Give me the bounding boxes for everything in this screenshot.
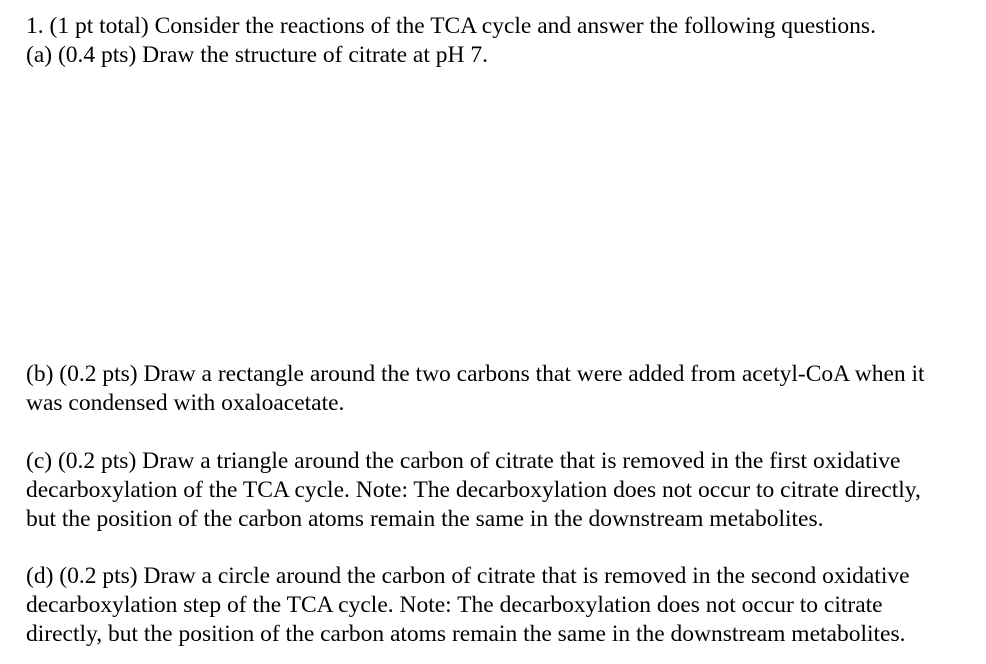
- part-b-line-1: (b) (0.2 pts) Draw a rectangle around the two carbons that were added from acetyl-CoA when it: [26, 361, 925, 387]
- part-d-line-2: decarboxylation step of the TCA cycle. Note: The decarboxylation does not occur to citrate: [26, 592, 883, 618]
- part-b: [26, 360, 925, 418]
- part-c-line-3: but the position of the carbon atoms remain the same in the downstream metabolites.: [26, 506, 824, 532]
- part-d-line-1: (d) (0.2 pts) Draw a circle around the carbon of citrate that is removed in the second oxidative: [26, 563, 910, 589]
- part-b-line-2: was condensed with oxaloacetate.: [26, 390, 345, 416]
- answer-space: [26, 70, 966, 360]
- part-c-line-2: decarboxylation of the TCA cycle. Note: The decarboxylation does not occur to citrate directly,: [26, 477, 921, 503]
- question-intro: [26, 12, 876, 41]
- part-a-text: (a) (0.4 pts) Draw the structure of citrate at pH 7.: [26, 42, 488, 68]
- question-intro-text: 1. (1 pt total) Consider the reactions of the TCA cycle and answer the following questions.: [26, 13, 876, 39]
- part-a: [26, 41, 488, 70]
- part-c-line-1: (c) (0.2 pts) Draw a triangle around the carbon of citrate that is removed in the first oxidative: [26, 448, 901, 474]
- part-d: [26, 562, 910, 649]
- part-d-line-3: directly, but the position of the carbon atoms remain the same in the downstream metabolites.: [26, 621, 906, 647]
- part-c: [26, 447, 921, 534]
